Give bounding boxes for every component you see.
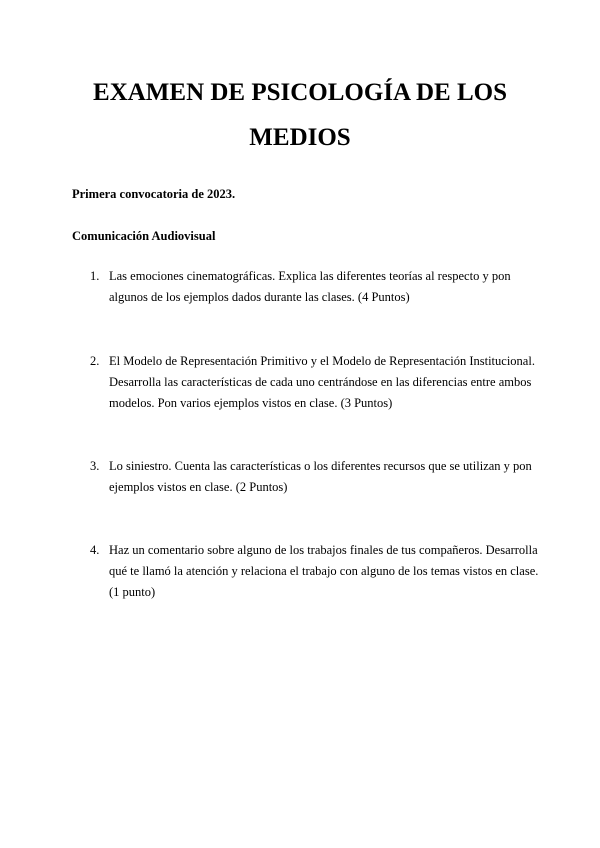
convocatoria-label: Primera convocatoria de 2023. bbox=[72, 187, 236, 201]
question-text: Haz un comentario sobre alguno de los trabajos finales de tus compañeros. Desarrolla qué te llamó la atención y relaciona el trabajo con alguno de los temas vistos en clase. (1 punto) bbox=[109, 543, 539, 599]
question-text: El Modelo de Representación Primitivo y el Modelo de Representación Institucional. Desarrolla las características de cada uno centrándose en las diferencias entre ambos modelos. Pon varios ejemplos vistos en clase. (3 Puntos) bbox=[109, 354, 535, 410]
exam-title: EXAMEN DE PSICOLOGÍA DE LOS MEDIOS bbox=[93, 79, 507, 151]
question-number: 4. bbox=[90, 543, 100, 557]
question-item bbox=[72, 266, 542, 308]
question-text: Lo siniestro. Cuenta las características o los diferentes recursos que se utilizan y pon ejemplos vistos en clase. (2 Puntos) bbox=[109, 459, 532, 494]
question-number: 1. bbox=[90, 269, 100, 283]
question-number: 3. bbox=[90, 459, 100, 473]
subject-label: Comunicación Audiovisual bbox=[72, 229, 216, 243]
question-item bbox=[72, 540, 542, 603]
question-number: 2. bbox=[90, 354, 100, 368]
question-item bbox=[72, 456, 542, 498]
question-item bbox=[72, 351, 542, 414]
question-text: Las emociones cinematográficas. Explica las diferentes teorías al respecto y pon algunos de los ejemplos dados durante las clases. (4 Puntos) bbox=[109, 269, 511, 304]
